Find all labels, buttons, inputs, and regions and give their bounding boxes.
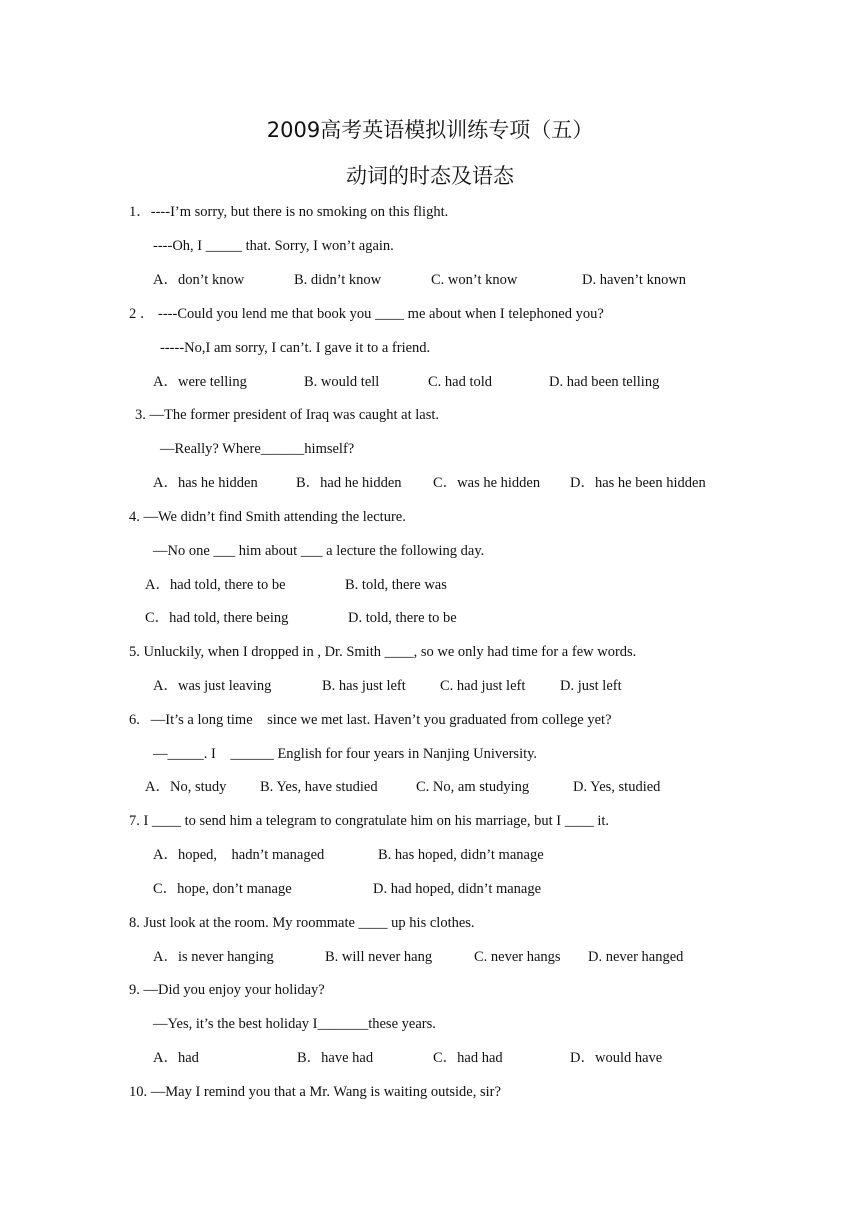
question-9-prompt: 9. —Did you enjoy your holiday? [129, 982, 325, 998]
question-5-option-d: D. just left [560, 678, 622, 694]
question-8-option-a: A．is never hanging [153, 949, 274, 965]
question-10-prompt: 10. —May I remind you that a Mr. Wang is waiting outside, sir? [129, 1084, 501, 1100]
question-9-option-d: D．would have [570, 1050, 663, 1066]
question-2-response: -----No,I am sorry, I can’t. I gave it to a friend. [160, 340, 431, 356]
question-7-prompt: 7. I ____ to send him a telegram to congratulate him on his marriage, but I ____ it. [129, 813, 610, 829]
question-6-option-a: A．No, study [145, 779, 227, 795]
question-6-response: —_____. I ______ English for four years in Nanjing University. [153, 746, 538, 762]
question-5-prompt: 5. Unluckily, when I dropped in , Dr. Smith ____, so we only had time for a few words. [129, 644, 637, 660]
question-3-prompt: 3. —The former president of Iraq was caught at last. [135, 407, 439, 423]
question-1-response: ----Oh, I _____ that. Sorry, I won’t again. [153, 238, 394, 254]
page-subtitle: 动词的时态及语态 [346, 164, 514, 188]
question-7-option-b: B. has hoped, didn’t manage [378, 847, 544, 863]
question-2-option-a: A．were telling [153, 374, 247, 390]
question-5-option-c: C. had just left [440, 678, 526, 694]
question-4-prompt: 4. —We didn’t find Smith attending the lecture. [129, 509, 406, 525]
question-3-response: —Really? Where______himself? [160, 441, 355, 457]
question-4-option-d: D. told, there to be [348, 610, 457, 626]
question-2-prompt: 2 ． ----Could you lend me that book you ____ me about when I telephoned you? [129, 306, 604, 322]
question-4-option-b: B. told, there was [345, 577, 447, 593]
question-8-prompt: 8. Just look at the room. My roommate ____ up his clothes. [129, 915, 475, 931]
question-9-response: —Yes, it’s the best holiday I_______these years. [153, 1016, 436, 1032]
question-4-option-c: C．had told, there being [145, 610, 289, 626]
question-5-option-b: B. has just left [322, 678, 406, 694]
question-2-option-b: B. would tell [304, 374, 380, 390]
question-5-option-a: A．was just leaving [153, 678, 272, 694]
question-6-prompt: 6. —It’s a long time since we met last. Haven’t you graduated from college yet? [129, 712, 612, 728]
question-7-option-a: A．hoped, hadn’t managed [153, 847, 325, 863]
question-6-option-b: B. Yes, have studied [260, 779, 378, 795]
question-9-option-c: C．had had [433, 1050, 503, 1066]
question-4-response: —No one ___ him about ___ a lecture the following day. [153, 543, 485, 559]
question-8-option-d: D. never hanged [588, 949, 684, 965]
question-7-option-d: D. had hoped, didn’t manage [373, 881, 542, 897]
question-8-option-b: B. will never hang [325, 949, 433, 965]
question-2-option-d: D. had been telling [549, 374, 660, 390]
question-1-option-b: B. didn’t know [294, 272, 382, 288]
question-8-option-c: C. never hangs [474, 949, 561, 965]
page-title: 2009高考英语模拟训练专项（五） [266, 118, 594, 142]
question-3-option-b: B．had he hidden [296, 475, 402, 491]
question-9-option-a: A．had [153, 1050, 199, 1066]
question-6-option-d: D. Yes, studied [573, 779, 661, 795]
question-1-prompt: 1．----I’m sorry, but there is no smoking on this flight. [129, 204, 449, 220]
question-2-option-c: C. had told [428, 374, 493, 390]
question-4-option-a: A．had told, there to be [145, 577, 286, 593]
question-3-option-c: C．was he hidden [433, 475, 541, 491]
question-1-option-d: D. haven’t known [582, 272, 687, 288]
question-3-option-d: D．has he been hidden [570, 475, 706, 491]
question-3-option-a: A．has he hidden [153, 475, 258, 491]
question-9-option-b: B．have had [297, 1050, 374, 1066]
question-1-option-c: C. won’t know [431, 272, 518, 288]
question-7-option-c: C．hope, don’t manage [153, 881, 292, 897]
question-6-option-c: C. No, am studying [416, 779, 530, 795]
question-1-option-a: A．don’t know [153, 272, 245, 288]
